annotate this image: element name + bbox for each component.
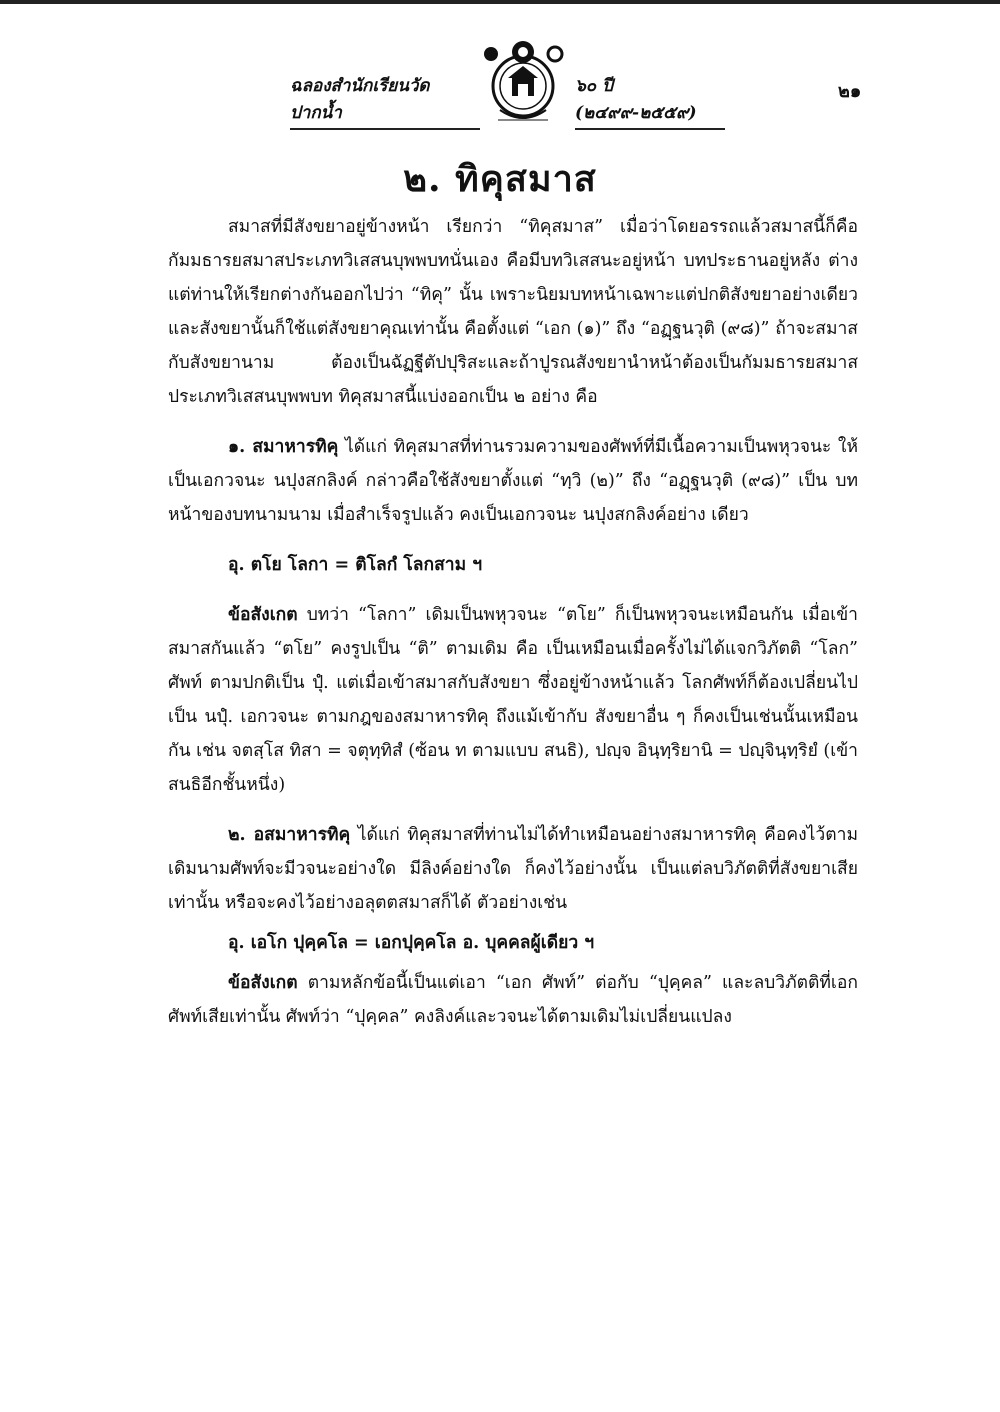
section-title: ๒. ทิคุสมาส (403, 158, 597, 200)
temple-seal-icon (478, 36, 568, 128)
note-1-text: บทว่า “โลกา” เดิมเป็นพหุวจนะ “ตโย” ก็เป็นพหุวจนะเหมือนกัน เมื่อเข้าสมาสกันแล้ว “ตโย” คงรูปเป็น “ติ” ตามเดิม คือ เป็นเหมือนเมื่อครั้งไม่ได้แจกวิภัตติ “โลก” ศัพท์ ตามปกติเป็น ปุํ. แต่เมื่อเข้าสมาสกับสังขยา ซึ่งอยู่ข้างหน้าแล้ว โลกศัพท์ก็ต้องเปลี่ยนไปเป็น นปุํ. เอกวจนะ ตามกฎของสมาหารทิคุ ถึงแม้เข้ากับ สังขยาอื่น ๆ ก็คงเป็นเช่นนั้นเหมือนกัน เช่น จตสฺโส ทิสา = จตุทฺทิสํ (ซ้อน ท ตามแบบ สนธิ), ปญฺจ อินฺทฺริยานิ = ปญฺจินฺทฺริยํ (เข้าสนธิอีกชั้นหนึ่ง) (168, 605, 858, 795)
note-2-label: ข้อสังเกต (228, 973, 298, 993)
asamahara-paragraph (168, 818, 858, 920)
samahara-label: ๑. สมาหารทิคุ (228, 437, 339, 457)
asamahara-text: ได้แก่ ทิคุสมาสที่ท่านไม่ได้ทำเหมือนอย่างสมาหารทิคุ คือคงไว้ตามเดิมนามศัพท์จะมีวจนะอย่างใด มีลิงค์อย่างใด ก็คงไว้อย่างนั้น เป็นแต่ลบวิภัตติที่สังขยาเสียเท่านั้น หรือจะคงไว้อย่างอลุตตสมาสก็ได้ ตัวอย่างเช่น (168, 825, 858, 913)
page-header (290, 36, 890, 126)
body-text (168, 210, 858, 1034)
top-border (0, 0, 1000, 4)
note-2-paragraph (168, 966, 858, 1034)
samahara-paragraph (168, 430, 858, 532)
note-1-label: ข้อสังเกต (228, 605, 298, 625)
example-1: อุ. ตโย โลกา = ติโลกํ โลกสาม ฯ (228, 555, 483, 575)
header-left-text: ฉลองสำนักเรียนวัดปากน้ำ (290, 72, 480, 130)
example-2: อุ. เอโก ปุคฺคโล = เอกปุคฺคโล อ. บุคคลผู้เดียว ฯ (228, 933, 595, 953)
page-number: ๒๑ (838, 81, 862, 102)
header-right-text: ๖๐ ปี (๒๔๙๙-๒๕๕๙) (575, 72, 725, 130)
samahara-text: ได้แก่ ทิคุสมาสที่ท่านรวมความของศัพท์ที่มีเนื้อความเป็นพหุวจนะ ให้เป็นเอกวจนะ นปุงสกลิงค์ กล่าวคือใช้สังขยาตั้งแต่ “ทฺวิ (๒)” ถึง “อฏฺฐนวุติ (๙๘)” เป็น บทหน้าของบทนามนาม เมื่อสำเร็จรูปแล้ว คงเป็นเอกวจนะ นปุงสกลิงค์อย่าง เดียว (168, 437, 859, 525)
asamahara-label: ๒. อสมาหารทิคุ (228, 825, 351, 845)
note-2-text: ตามหลักข้อนี้เป็นแต่เอา “เอก ศัพท์” ต่อกับ “ปุคฺคล” และลบวิภัตติที่เอกศัพท์เสียเท่านั้น ศัพท์ว่า “ปุคฺคล” คงลิงค์และวจนะได้ตามเดิมไม่เปลี่ยนแปลง (168, 973, 858, 1027)
intro-paragraph: สมาสที่มีสังขยาอยู่ข้างหน้า เรียกว่า “ทิคุสมาส” เมื่อว่าโดยอรรถแล้วสมาสนี้ก็คือ กัมมธารยสมาสประเภทวิเสสนบุพพบทนั่นเอง คือมีบทวิเสสนะอยู่หน้า บทประธานอยู่หลัง ต่างแต่ท่านให้เรียกต่างกันออกไปว่า “ทิคุ” นั้น เพราะนิยมบทหน้าเฉพาะแต่ปกติสังขยาอย่างเดียวและสังขยานั้นก็ใช้แต่สังขยาคุณเท่านั้น คือตั้งแต่ “เอก (๑)” ถึง “อฏฺฐนวุติ (๙๘)” ถ้าจะสมาสกับสังขยานาม ต้องเป็นฉัฏฐีตัปปุริสะและถ้าปูรณสังขยานำหน้าต้องเป็นกัมมธารยสมาส ประเภทวิเสสนบุพพบท ทิคุสมาสนี้แบ่งออกเป็น ๒ อย่าง คือ (168, 217, 858, 407)
note-1-paragraph (168, 598, 858, 802)
